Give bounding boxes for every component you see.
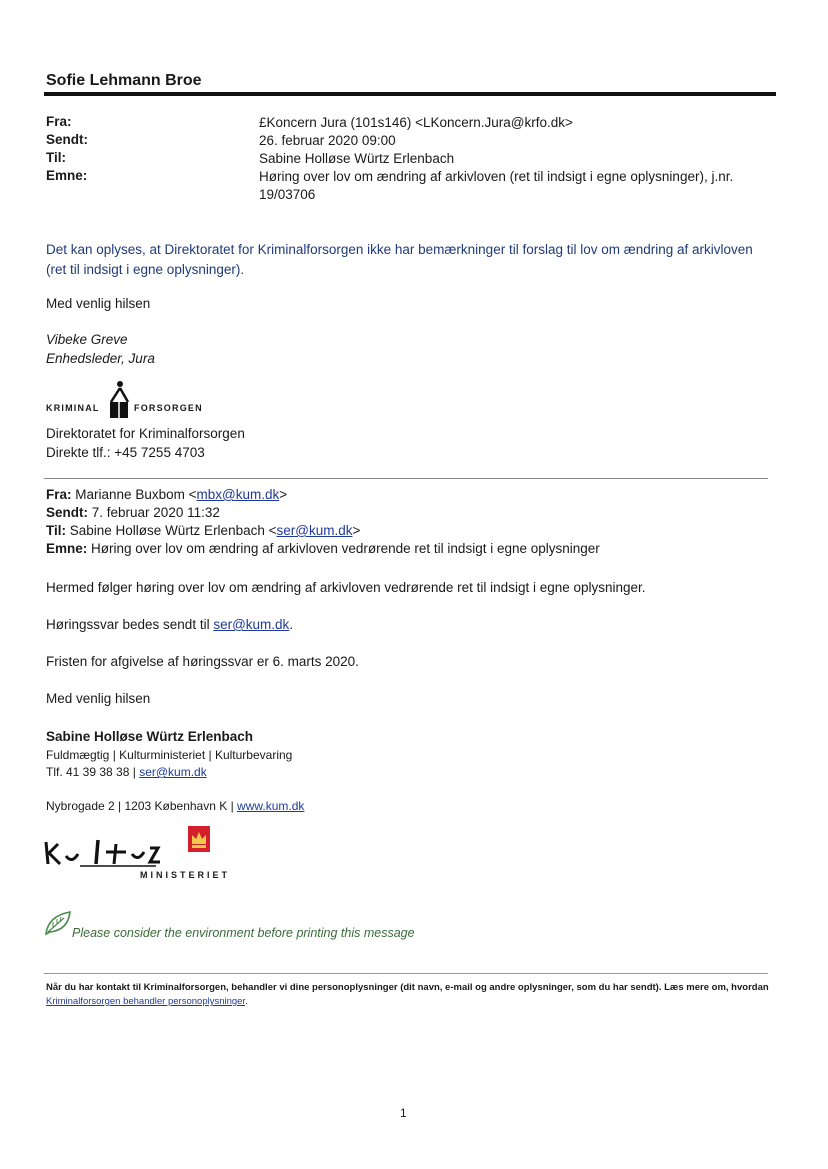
orig-sig-name: Sabine Holløse Würtz Erlenbach [46,729,254,744]
kriminalforsorgen-logo [46,380,246,420]
header-value: 26. februar 2020 09:00 [259,133,396,148]
orig-sent-label: Sendt: [46,505,88,520]
orig-greeting: Med venlig hilsen [46,691,151,706]
orig-sent-value: 7. februar 2020 11:32 [91,505,220,520]
kultur-script-icon [40,834,200,870]
header-row-sent [46,132,776,150]
orig-from-label: Fra: [46,487,72,502]
orig-website-link[interactable]: www.kum.dk [237,799,305,813]
signer-name: Vibeke Greve [46,332,128,347]
orig-sig-phone [46,764,766,781]
orig-to-email-link[interactable]: ser@kum.dk [276,523,353,538]
orig-subject-label: Emne: [46,541,88,556]
page-number: 1 [400,1106,407,1120]
orig-from [46,486,766,504]
org-name: Direktoratet for Kriminalforsorgen [46,426,245,441]
orig-body-2-email-link[interactable]: ser@kum.dk [213,617,290,632]
privacy-policy-link[interactable]: Kriminalforsorgen behandler personoplysninger [46,996,246,1007]
header-label: Fra: [46,114,72,129]
orig-to-close: > [352,523,361,538]
orig-subject [46,540,766,558]
footer-divider [44,973,768,974]
header-value: Sabine Holløse Würtz Erlenbach [259,151,455,166]
orig-to-label: Til: [46,523,66,538]
kulturministeriet-logo [40,826,260,886]
sender-name: Sofie Lehmann Broe [46,72,202,89]
orig-body-2-end: . [289,617,294,632]
orig-from-close: > [279,487,288,502]
header-row-from [46,114,776,132]
orig-sig-role: Fuldmægtig | Kulturministeriet | Kulturbevaring [46,748,293,762]
header-label: Til: [46,150,66,165]
orig-body-3: Fristen for afgivelse af høringssvar er 6. marts 2020. [46,654,359,669]
orig-address [46,798,766,815]
orig-to-name: Sabine Holløse Würtz Erlenbach < [69,523,277,538]
header-value: £Koncern Jura (101s146) <LKoncern.Jura@krfo.dk> [259,115,573,130]
header-value: Høring over lov om ændring af arkivloven (ret til indsigt i egne oplysninger), j.nr. 19/03706 [259,169,734,202]
orig-sent [46,504,766,522]
orig-body-1: Hermed følger høring over lov om ændring af arkivloven vedrørende ret til indsigt i egne oplysninger. [46,580,646,595]
orig-body-2-text: Høringssvar bedes sendt til [46,617,214,632]
logo-text-left: KRIMINAL [46,403,100,413]
header-divider [44,92,776,96]
crown-icon [188,826,210,852]
leaf-icon [44,910,72,936]
orig-from-name: Marianne Buxbom < [75,487,197,502]
privacy-footer-text: Når du har kontakt til Kriminalforsorgen, behandler vi dine personoplysninger (dit navn, e-mail og andre oplysninger, som du har sendt). Læs mere om, hvordan [46,982,769,993]
environment-note [44,910,464,944]
orig-sig-email-link[interactable]: ser@kum.dk [139,765,207,779]
header-label: Emne: [46,168,88,183]
orig-to [46,522,766,540]
logo-text-right: FORSORGEN [134,403,203,413]
org-phone: Direkte tlf.: +45 7255 4703 [46,445,205,460]
privacy-footer-end: . [245,996,248,1007]
privacy-footer [46,981,770,1009]
message-divider [44,478,768,479]
orig-from-email-link[interactable]: mbx@kum.dk [196,487,280,502]
orig-address-text: Nybrogade 2 | 1203 København K | [46,799,238,813]
header-label: Sendt: [46,132,88,147]
orig-subject-value: Høring over lov om ændring af arkivloven vedrørende ret til indsigt i egne oplysninger [91,541,600,556]
orig-sig-phone-text: Tlf. 41 39 38 38 | [46,765,140,779]
header-row-to [46,150,776,168]
reply-greeting: Med venlig hilsen [46,296,151,311]
figure-icon [106,380,132,420]
ministry-word: MINISTERIET [140,870,231,880]
environment-note-text: Please consider the environment before printing this message [72,926,415,940]
signer-title: Enhedsleder, Jura [46,351,155,366]
orig-body-2 [46,615,766,635]
header-row-subject [46,168,776,204]
reply-body: Det kan oplyses, at Direktoratet for Kriminalforsorgen ikke har bemærkninger til forslag til lov om ændring af arkivloven (ret til indsigt i egne oplysninger). [46,242,753,277]
